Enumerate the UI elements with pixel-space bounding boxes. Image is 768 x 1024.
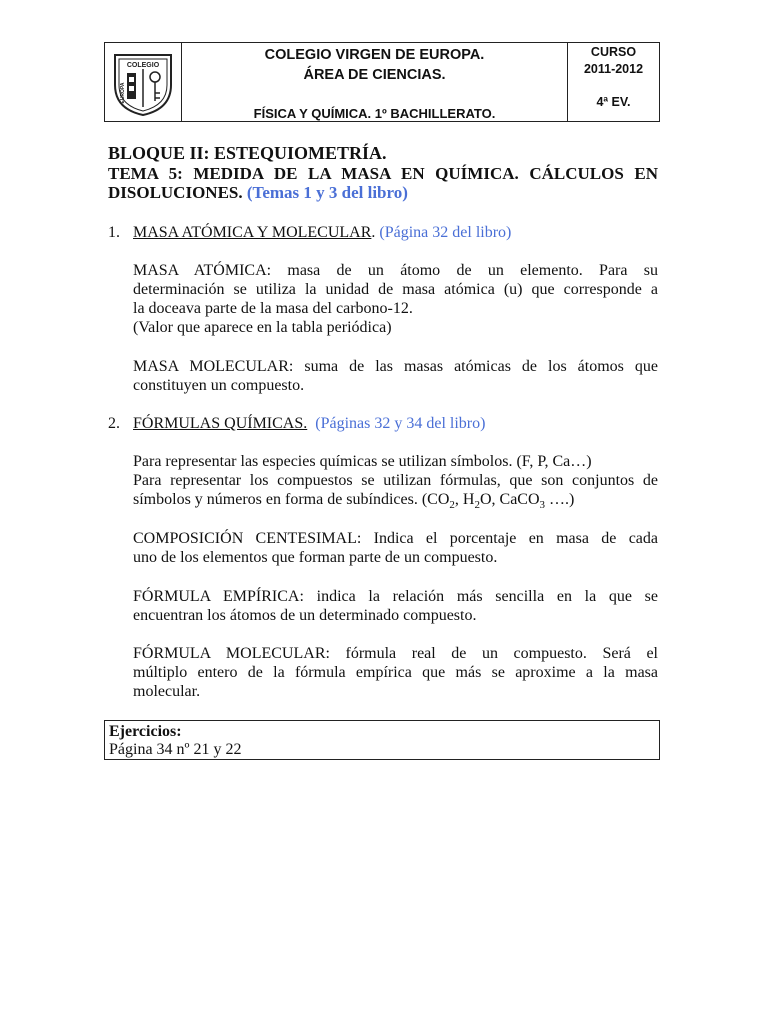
section2-title-line xyxy=(133,414,485,433)
course-label: CURSO xyxy=(590,45,637,59)
header-table xyxy=(104,42,660,122)
co2-subscript: 2 xyxy=(449,499,455,512)
tema-title-line2 xyxy=(108,183,408,202)
composicion-line2: uno de los elementos que forman parte de un compuesto. xyxy=(133,549,498,566)
masa-molecular-line1: MASA MOLECULAR: suma de las masas atómicas de los átomos que xyxy=(133,358,658,375)
empirica-line2: encuentran los átomos de un determinado compuesto. xyxy=(133,607,477,624)
evaluation-label: 4ª EV. xyxy=(596,95,631,109)
section2-number: 2. xyxy=(108,415,120,432)
exercises-title: Ejercicios: xyxy=(109,723,182,740)
compuestos-line2-prefix: símbolos y números en forma de subíndices. (CO xyxy=(133,491,450,508)
masa-atomica-line1: MASA ATÓMICA: masa de un átomo de un elemento. Para su xyxy=(133,262,658,279)
molecular-line3: molecular. xyxy=(133,683,201,700)
h2o-h: , H xyxy=(454,491,475,508)
tema-book-ref: (Temas 1 y 3 del libro) xyxy=(246,183,408,202)
molecular-line2: múltiplo entero de la fórmula empírica que más se aproxime a la masa xyxy=(133,664,658,681)
h2o-o-caco: O, CaCO xyxy=(479,491,540,508)
masa-atomica-line3: la doceava parte de la masa del carbono-12. xyxy=(133,300,413,317)
compuestos-line2 xyxy=(133,490,574,515)
logo-text-side: EUROPA xyxy=(120,82,126,104)
subject-name: FÍSICA Y QUÍMICA. 1º BACHILLERATO. xyxy=(253,106,496,121)
school-name: COLEGIO VIRGEN DE EUROPA. xyxy=(264,47,485,63)
exercises-box xyxy=(104,720,660,760)
course-year: 2011-2012 xyxy=(583,62,644,76)
department-name: ÁREA DE CIENCIAS. xyxy=(303,67,446,83)
masa-molecular-line2: constituyen un compuesto. xyxy=(133,377,305,394)
logo-text-top: COLEGIO xyxy=(126,62,160,69)
section1-title-suffix: . xyxy=(371,224,376,241)
tema-title-line1: TEMA 5: MEDIDA DE LA MASA EN QUÍMICA. CÁLCULOS EN xyxy=(108,164,658,183)
section1-title: MASA ATÓMICA Y MOLECULAR xyxy=(133,224,372,241)
section1-heading xyxy=(108,223,120,242)
composicion-line1: COMPOSICIÓN CENTESIMAL: Indica el porcentaje en masa de cada xyxy=(133,530,658,547)
header-course-cell xyxy=(568,43,659,121)
caco3-subscript: 3 xyxy=(539,499,546,512)
school-logo-cell xyxy=(105,43,182,121)
compuestos-line1: Para representar los compuestos se utilizan fórmulas, que son conjuntos de xyxy=(133,472,658,489)
compuestos-line2-ending: ….) xyxy=(545,491,575,508)
section2-title: FÓRMULAS QUÍMICAS. xyxy=(133,415,308,432)
section1-title-line xyxy=(133,223,511,242)
exercises-text: Página 34 nº 21 y 22 xyxy=(109,741,242,758)
masa-atomica-line4: (Valor que aparece en la tabla periódica) xyxy=(133,319,392,336)
molecular-line1: FÓRMULA MOLECULAR: fórmula real de un compuesto. Será el xyxy=(133,645,658,662)
empirica-line1: FÓRMULA EMPÍRICA: indica la relación más sencilla en la que se xyxy=(133,588,658,605)
school-crest-icon xyxy=(110,49,176,117)
bloque-title: BLOQUE II: ESTEQUIOMETRÍA. xyxy=(108,143,387,163)
masa-atomica-line2: determinación se utiliza la unidad de masa atómica (u) que corresponde a xyxy=(133,281,658,298)
section2-book-ref: (Páginas 32 y 34 del libro) xyxy=(315,415,486,432)
simbolos-line: Para representar las especies químicas se utilizan símbolos. (F, P, Ca…) xyxy=(133,453,592,470)
tema-title-word: DISOLUCIONES. xyxy=(108,183,243,202)
section1-book-ref: (Página 32 del libro) xyxy=(379,224,512,241)
section1-number: 1. xyxy=(108,224,120,241)
h2o-subscript: 2 xyxy=(474,499,480,512)
header-center-cell xyxy=(182,43,568,121)
